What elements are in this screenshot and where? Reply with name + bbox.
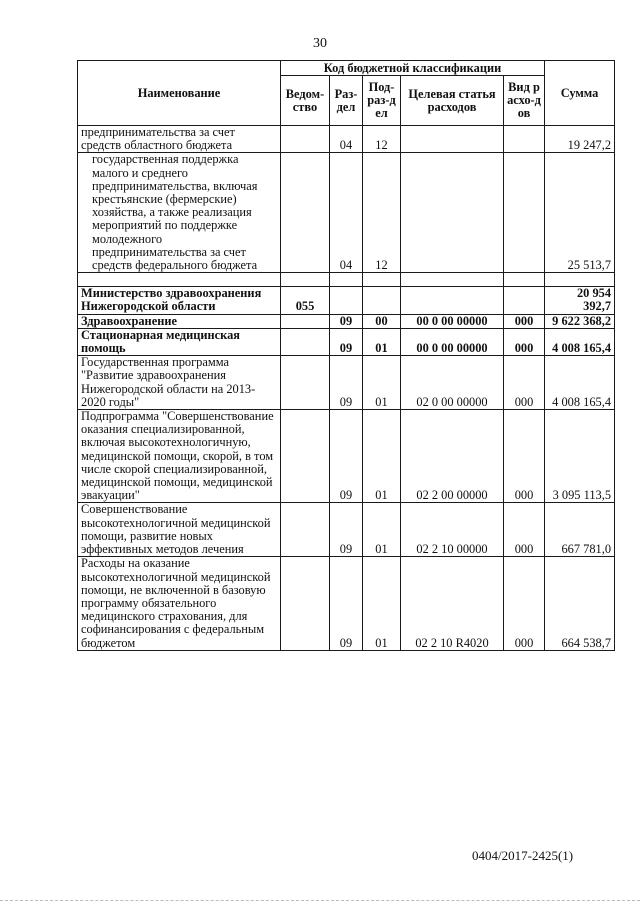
row-vid: 000	[504, 328, 545, 355]
row-razdel: 04	[330, 126, 363, 153]
row-ved	[281, 273, 330, 287]
row-name: Стационарная медицинская помощь	[78, 328, 281, 355]
row-tselevaya	[401, 153, 504, 273]
row-podrazdel	[363, 287, 401, 314]
table-row	[78, 314, 615, 328]
row-sum: 20 954 392,7	[545, 287, 615, 314]
document-code: 0404/2017-2425(1)	[472, 848, 574, 863]
row-vid: 000	[504, 356, 545, 410]
budget-table	[77, 60, 615, 651]
row-ved	[281, 126, 330, 153]
row-tselevaya: 02 2 00 00000	[401, 410, 504, 503]
row-ved	[281, 557, 330, 650]
row-vid	[504, 153, 545, 273]
row-sum: 664 538,7	[545, 557, 615, 650]
row-name: предпринимательства за счет средств областного бюджета	[78, 126, 281, 153]
row-ved	[281, 410, 330, 503]
table-row	[78, 287, 615, 314]
row-podrazdel: 01	[363, 356, 401, 410]
table-row	[78, 356, 615, 410]
row-tselevaya: 02 2 10 R4020	[401, 557, 504, 650]
row-vid: 000	[504, 503, 545, 557]
table-row	[78, 153, 615, 273]
table-row	[78, 126, 615, 153]
row-razdel: 09	[330, 314, 363, 328]
row-podrazdel: 12	[363, 153, 401, 273]
row-vid: 000	[504, 557, 545, 650]
row-podrazdel: 01	[363, 410, 401, 503]
row-vid	[504, 273, 545, 287]
row-razdel: 09	[330, 410, 363, 503]
row-razdel: 04	[330, 153, 363, 273]
row-vid	[504, 287, 545, 314]
row-razdel: 09	[330, 557, 363, 650]
row-podrazdel: 01	[363, 328, 401, 355]
header-podrazdel: Под-раз-дел	[363, 76, 401, 126]
row-tselevaya: 02 0 00 00000	[401, 356, 504, 410]
row-sum	[545, 273, 615, 287]
row-tselevaya: 00 0 00 00000	[401, 328, 504, 355]
row-razdel: 09	[330, 328, 363, 355]
row-razdel: 09	[330, 356, 363, 410]
row-name: Министерство здравоохранения Нижегородской области	[78, 287, 281, 314]
row-name	[78, 273, 281, 287]
header-vedomstvo: Ведом-ство	[281, 76, 330, 126]
header-sum: Сумма	[545, 61, 615, 126]
row-tselevaya: 02 2 10 00000	[401, 503, 504, 557]
header-razdel: Раз-дел	[330, 76, 363, 126]
row-name: Подпрограмма "Совершенствование оказания специализированной, включая высокотехнологичную, медицинской помощи, скорой, в том числе скорой специализированной, медицинской помощи, медицинской эвакуации"	[78, 410, 281, 503]
table-row	[78, 557, 615, 650]
row-razdel	[330, 273, 363, 287]
row-sum: 9 622 368,2	[545, 314, 615, 328]
table-row	[78, 503, 615, 557]
row-vid: 000	[504, 314, 545, 328]
row-name: Расходы на оказание высокотехнологичной медицинской помощи, не включенной в базовую программу обязательного медицинского страхования, для софинансирования с федеральным бюджетом	[78, 557, 281, 650]
header-tselevaya: Целевая статья расходов	[401, 76, 504, 126]
row-razdel: 09	[330, 503, 363, 557]
table-row-spacer	[78, 273, 615, 287]
row-name: государственная поддержка малого и среднего предпринимательства, включая крестьянские (фермерские) хозяйства, а также реализация мероприятий по поддержке молодежного предпринимательства за счет средств федерального бюджета	[78, 153, 281, 273]
row-ved	[281, 328, 330, 355]
row-sum: 4 008 165,4	[545, 328, 615, 355]
row-sum: 19 247,2	[545, 126, 615, 153]
row-name: Здравоохранение	[78, 314, 281, 328]
row-tselevaya: 00 0 00 00000	[401, 314, 504, 328]
row-podrazdel: 01	[363, 557, 401, 650]
header-classification-group: Код бюджетной классификации	[281, 61, 545, 76]
page-number: 30	[313, 36, 327, 51]
row-ved	[281, 503, 330, 557]
row-sum: 25 513,7	[545, 153, 615, 273]
row-vid	[504, 126, 545, 153]
page-edge-divider	[0, 900, 640, 901]
row-tselevaya	[401, 273, 504, 287]
row-podrazdel	[363, 273, 401, 287]
row-razdel	[330, 287, 363, 314]
row-sum: 4 008 165,4	[545, 356, 615, 410]
row-tselevaya	[401, 287, 504, 314]
row-ved	[281, 356, 330, 410]
header-vid: Вид расхо-дов	[504, 76, 545, 126]
row-ved: 055	[281, 287, 330, 314]
row-name: Государственная программа "Развитие здравоохранения Нижегородской области на 2013-2020 годы"	[78, 356, 281, 410]
row-podrazdel: 01	[363, 503, 401, 557]
row-name: Совершенствование высокотехнологичной медицинской помощи, развитие новых эффективных методов лечения	[78, 503, 281, 557]
row-tselevaya	[401, 126, 504, 153]
row-ved	[281, 314, 330, 328]
table-row	[78, 410, 615, 503]
row-sum: 667 781,0	[545, 503, 615, 557]
row-sum: 3 095 113,5	[545, 410, 615, 503]
row-podrazdel: 12	[363, 126, 401, 153]
table-row	[78, 328, 615, 355]
row-ved	[281, 153, 330, 273]
row-podrazdel: 00	[363, 314, 401, 328]
header-name: Наименование	[78, 61, 281, 126]
row-vid: 000	[504, 410, 545, 503]
